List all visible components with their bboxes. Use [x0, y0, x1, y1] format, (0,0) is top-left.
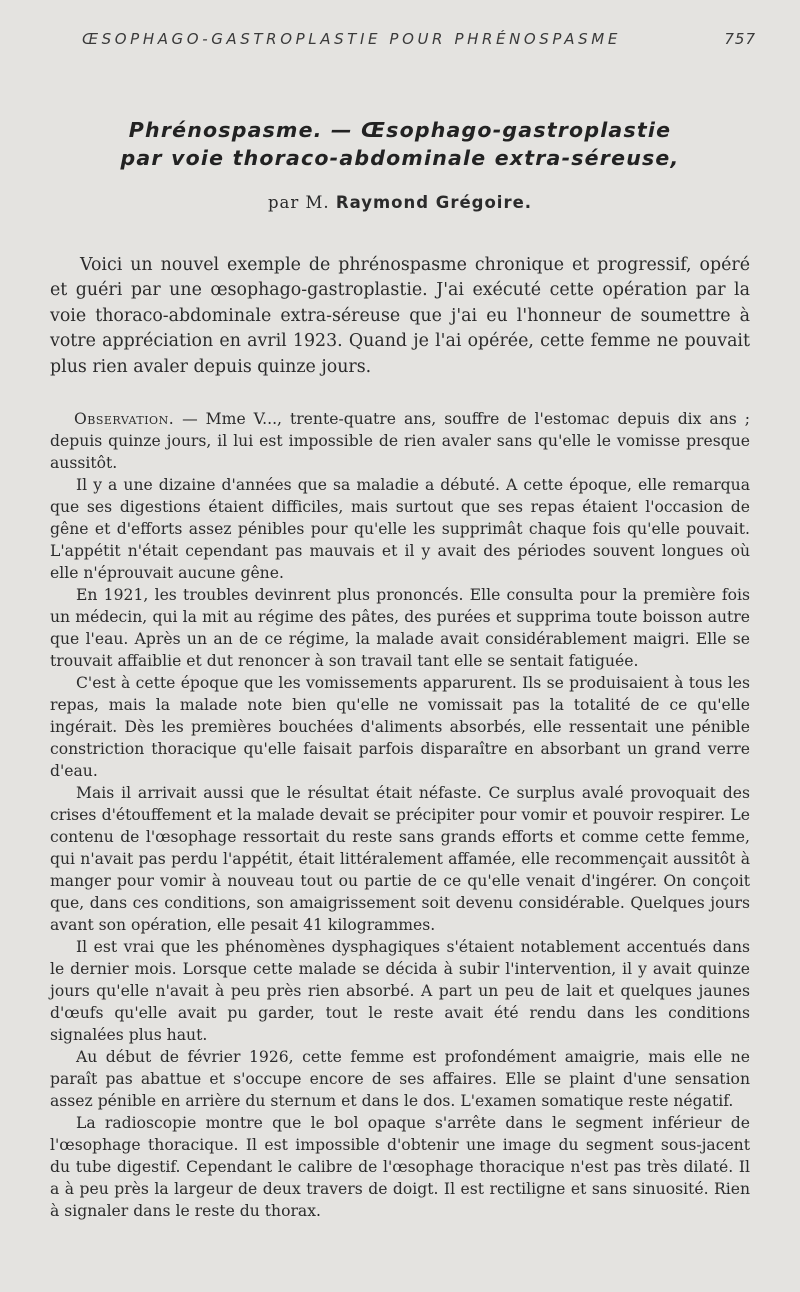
article-title-line-1: Phrénospasme. — Œsophago-gastroplastie: [128, 118, 672, 142]
observation-section: [50, 408, 750, 1222]
running-head: [82, 30, 756, 48]
article-title-line-2: par voie thoraco-abdominale extra-séreuse,: [120, 146, 680, 170]
observation-paragraph: En 1921, les troubles devinrent plus prononcés. Elle consulta pour la première fois un médecin, qui la mit au régime des pâtes, des purées et supprima toute boisson autre que l'eau. Après un an de ce régime, la malade avait considérablement maigri. Elle se trouvait affaiblie et dut renoncer à son travail tant elle se sentait fatiguée.: [50, 586, 750, 670]
observation-paragraph: Il est vrai que les phénomènes dysphagiques s'étaient notablement accentués dans le dernier mois. Lorsque cette malade se décida à subir l'intervention, il y avait quinze jours qu'elle n'avait à peu près rien absorbé. A part un peu de lait et quelques jaunes d'œufs qu'elle avait pu garder, tout le reste avait été rendu dans les conditions signalées plus haut.: [50, 938, 750, 1044]
author-prefix: par M.: [267, 193, 330, 212]
author-name: Raymond Grégoire.: [335, 193, 533, 212]
intro-paragraph: Voici un nouvel exemple de phrénospasme chronique et progressif, opéré et guéri par une œsophago-gastroplastie. J'ai exécuté cette opération par la voie thoraco-abdominale extra-séreuse que j'ai eu l'honneur de soumettre à votre appréciation en avril 1923. Quand je l'ai opérée, cette femme ne pouvait plus rien avaler depuis quinze jours.: [50, 255, 750, 377]
author-line: [0, 193, 800, 212]
observation-paragraph: C'est à cette époque que les vomissements apparurent. Ils se produisaient à tous les repas, mais la malade note bien qu'elle ne vomissait pas la totalité de ce qu'elle ingérait. Dès les premières bouchées d'aliments absorbés, elle ressentait une pénible constriction thoracique qu'elle faisait parfois disparaître en absorbant un grand verre d'eau.: [50, 674, 750, 780]
observation-first-text: — Mme V..., trente-quatre ans, souffre de l'estomac depuis dix ans ; depuis quinze jours, il lui est impossible de rien avaler sans qu'elle le vomisse presque aussitôt.: [50, 410, 750, 472]
page-number: 757: [724, 30, 756, 48]
article-title: [0, 116, 800, 172]
observation-paragraph: Mais il arrivait aussi que le résultat était néfaste. Ce surplus avalé provoquait des crises d'étouffement et la malade devait se précipiter pour vomir et pouvoir respirer. Le contenu de l'œsophage ressortait du reste sans grands efforts et comme cette femme, qui n'avait pas perdu l'appétit, était littéralement affamée, elle recommençait aussitôt à manger pour vomir à nouveau tout ou partie de ce qu'elle venait d'ingérer. On conçoit que, dans ces conditions, son amaigrissement soit devenu considérable. Quelques jours avant son opération, elle pesait 41 kilogrammes.: [50, 784, 750, 934]
running-title: ŒSOPHAGO-GASTROPLASTIE POUR PHRÉNOSPASME: [82, 30, 621, 48]
observation-paragraph: La radioscopie montre que le bol opaque s'arrête dans le segment inférieur de l'œsophage thoracique. Il est impossible d'obtenir une image du segment sous-jacent du tube digestif. Cependant le calibre de l'œsophage thoracique n'est pas très dilaté. Il a à peu près la largeur de deux travers de doigt. Il est rectiligne et sans sinuosité. Rien à signaler dans le reste du thorax.: [50, 1114, 750, 1220]
observation-paragraph: Il y a une dizaine d'années que sa maladie a débuté. A cette époque, elle remarqua que ses digestions étaient difficiles, mais surtout que ses repas étaient l'occasion de gêne et d'efforts assez pénibles pour qu'elle les supprimât chaque fois qu'elle pouvait. L'appétit n'était cependant pas mauvais et il y avait des périodes souvent longues où elle n'éprouvait aucune gêne.: [50, 476, 750, 582]
observation-first-paragraph: [50, 408, 750, 474]
observation-label: Observation.: [74, 410, 175, 428]
observation-paragraph: Au début de février 1926, cette femme est profondément amaigrie, mais elle ne paraît pas abattue et s'occupe encore de ses affaires. Elle se plaint d'une sensation assez pénible en arrière du sternum et dans le dos. L'examen somatique reste négatif.: [50, 1048, 750, 1110]
